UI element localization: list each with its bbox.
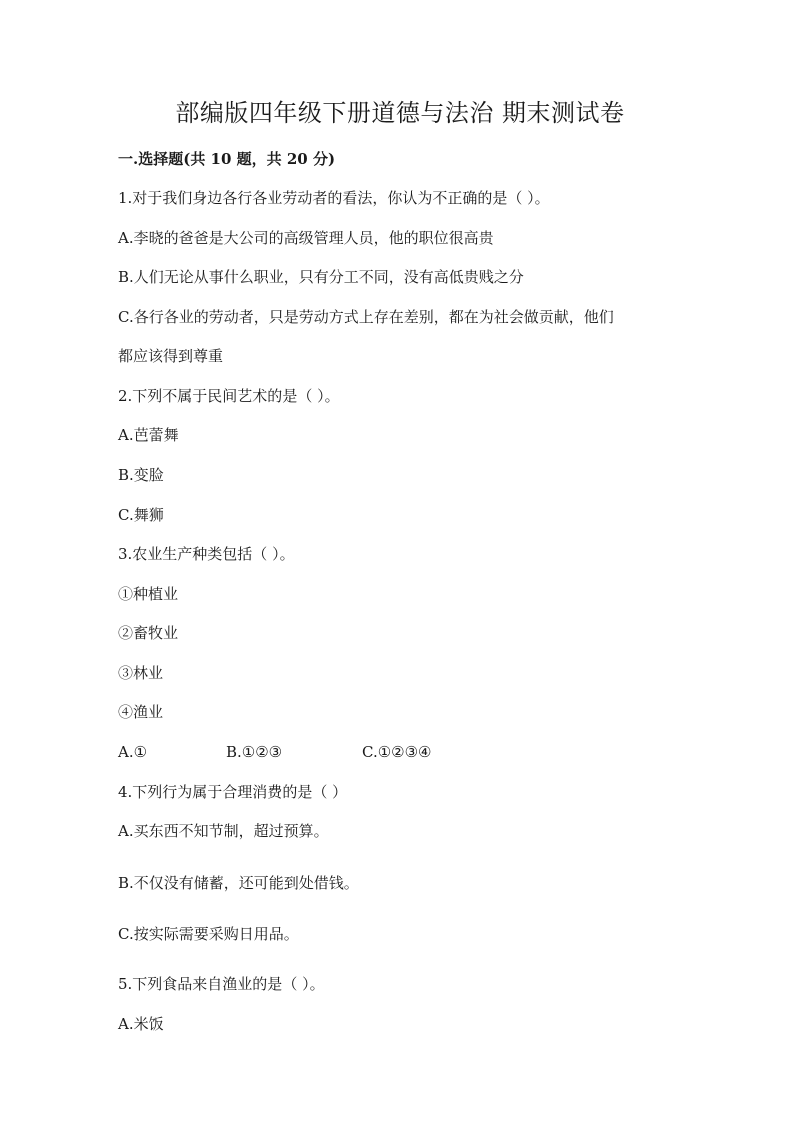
question-1-option-c-continued: 都应该得到尊重 [118, 347, 224, 365]
question-3-option-b: B.①②③ [226, 743, 283, 761]
question-4-option-c: C.按实际需要采购日用品。 [118, 925, 299, 943]
question-3-item-4: ④渔业 [118, 703, 164, 721]
page-title: 部编版四年级下册道德与法治 期末测试卷 [175, 99, 625, 127]
question-3-item-2: ②畜牧业 [118, 624, 179, 642]
question-1-option-a: A.李晓的爸爸是大公司的高级管理人员，他的职位很高贵 [118, 229, 494, 247]
question-4-option-a: A.买东西不知节制，超过预算。 [118, 822, 329, 840]
question-3-option-c: C.①②③④ [362, 743, 432, 761]
question-3-option-a: A.① [118, 743, 148, 761]
question-3-stem: 3.农业生产种类包括（ ）。 [118, 545, 295, 563]
question-3-item-3: ③林业 [118, 664, 164, 682]
question-2-option-a: A.芭蕾舞 [118, 426, 179, 444]
question-2-option-b: B.变脸 [118, 466, 164, 484]
question-5-stem: 5.下列食品来自渔业的是（ ）。 [118, 975, 325, 993]
question-4-option-b: B.不仅没有储蓄，还可能到处借钱。 [118, 874, 359, 892]
question-3-item-1: ①种植业 [118, 585, 179, 603]
question-5-option-a: A.米饭 [118, 1015, 164, 1033]
question-2-stem: 2.下列不属于民间艺术的是（ ）。 [118, 387, 340, 405]
question-4-stem: 4.下列行为属于合理消费的是（ ） [118, 783, 348, 801]
question-1-option-c: C.各行各业的劳动者，只是劳动方式上存在差别，都在为社会做贡献，他们 [118, 308, 614, 326]
question-2-option-c: C.舞狮 [118, 506, 164, 524]
question-1-option-b: B.人们无论从事什么职业，只有分工不同，没有高低贵贱之分 [118, 268, 524, 286]
section-heading: 一.选择题(共 10 题，共 20 分) [118, 150, 336, 168]
question-1-stem: 1.对于我们身边各行各业劳动者的看法，你认为不正确的是（ ）。 [118, 189, 550, 207]
